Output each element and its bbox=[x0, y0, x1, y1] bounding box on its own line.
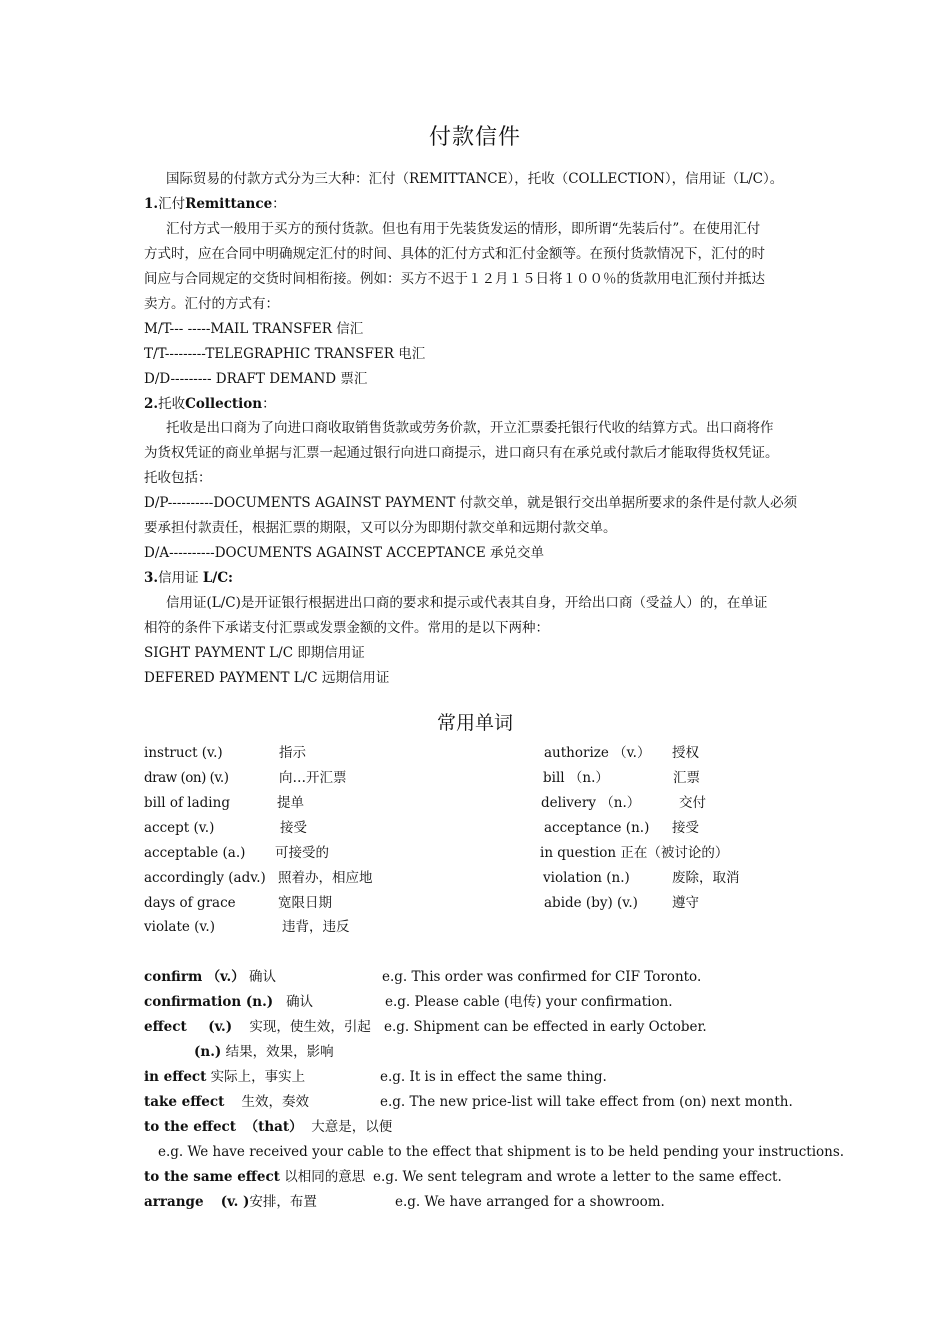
example-word: take effect bbox=[144, 1094, 225, 1110]
section-heading-collection bbox=[144, 392, 814, 417]
example-entry bbox=[144, 1168, 365, 1186]
example-meaning: 确认 bbox=[286, 994, 314, 1010]
vocab-meaning: 授权 bbox=[672, 745, 699, 761]
list-item: D/A----------DOCUMENTS AGAINST ACCEPTANCE 承兑交单 bbox=[144, 545, 544, 561]
example-entry bbox=[144, 1093, 309, 1111]
list-item: T/T---------TELEGRAPHIC TRANSFER 电汇 bbox=[144, 346, 426, 362]
example-word: in effect bbox=[144, 1069, 207, 1085]
vocab-word: accept (v.) bbox=[144, 820, 215, 836]
vocab-word: acceptable (a.) bbox=[144, 845, 246, 861]
example-entry bbox=[144, 968, 276, 986]
intro-paragraph: 国际贸易的付款方式分为三大种：汇付（REMITTANCE），托收（COLLECTION），信用证（L/C）。 bbox=[166, 171, 784, 187]
example-entry bbox=[194, 1043, 334, 1061]
vocab-word: in question 正在（被讨论的） bbox=[540, 845, 729, 861]
example-sentence: e.g. This order was confirmed for CIF Toronto. bbox=[382, 969, 702, 985]
example-entry bbox=[144, 1118, 392, 1136]
section-number: 3. bbox=[144, 570, 159, 586]
example-meaning: 结果，效果，影响 bbox=[225, 1044, 334, 1060]
paragraph-line: 相符的条件下承诺支付汇票或发票金额的文件。常用的是以下两种： bbox=[144, 620, 549, 636]
section-en: Collection bbox=[185, 396, 263, 412]
paragraph-line: 托收是出口商为了向进口商收取销售货款或劳务价款，开立汇票委托银行代收的结算方式。出口商将作 bbox=[166, 420, 774, 436]
vocab-word: days of grace bbox=[144, 895, 236, 911]
section-number: 1. bbox=[144, 196, 159, 212]
list-item: SIGHT PAYMENT L/C 即期信用证 bbox=[144, 645, 365, 661]
example-word: to the effect bbox=[144, 1119, 236, 1135]
example-meaning: 安排，布置 bbox=[249, 1194, 317, 1210]
example-sentence: e.g. We have arranged for a showroom. bbox=[395, 1194, 665, 1210]
vocab-meaning: 遵守 bbox=[672, 895, 699, 911]
example-pos: （that） bbox=[244, 1119, 303, 1135]
example-pos: （v.） bbox=[206, 969, 245, 985]
example-sentence: e.g. We sent telegram and wrote a letter to the same effect. bbox=[373, 1169, 782, 1185]
vocab-word: accordingly (adv.) bbox=[144, 870, 266, 886]
paragraph-line: 托收包括： bbox=[144, 470, 212, 486]
vocab-meaning: 宽限日期 bbox=[278, 895, 332, 911]
section-en: L/C: bbox=[202, 570, 234, 586]
list-item: DEFERED PAYMENT L/C 远期信用证 bbox=[144, 670, 390, 686]
vocab-word: draw (on) (v.) bbox=[144, 770, 229, 786]
vocab-meaning: 提单 bbox=[277, 795, 304, 811]
page-title: 付款信件 bbox=[428, 125, 521, 150]
example-sentence: e.g. Shipment can be effected in early October. bbox=[384, 1019, 707, 1035]
paragraph-line: 汇付方式一般用于买方的预付货款。但也有用于先装货发运的情形，即所谓“先装后付”。在使用汇付 bbox=[166, 221, 761, 237]
vocab-meaning: 指示 bbox=[279, 745, 306, 761]
section-zh: 汇付 bbox=[158, 196, 186, 212]
vocab-word: bill of lading bbox=[144, 795, 230, 811]
example-pos: (v. ) bbox=[220, 1194, 250, 1210]
section-heading-lc bbox=[144, 566, 814, 591]
vocab-meaning: 汇票 bbox=[673, 770, 700, 786]
vocab-word: bill （n.） bbox=[543, 770, 609, 786]
example-sentence: e.g. It is in effect the same thing. bbox=[380, 1069, 607, 1085]
section-en: Remittance bbox=[185, 196, 273, 212]
list-item: M/T--- -----MAIL TRANSFER 信汇 bbox=[144, 321, 364, 337]
vocab-word: abide (by) (v.) bbox=[544, 895, 638, 911]
paragraph-line: 要承担付款责任，根据汇票的期限，又可以分为即期付款交单和远期付款交单。 bbox=[144, 520, 617, 536]
vocab-meaning: 向…开汇票 bbox=[279, 770, 347, 786]
example-word: confirmation (n.) bbox=[144, 994, 274, 1010]
example-word: to the same effect bbox=[144, 1169, 280, 1185]
example-meaning: 大意是，以便 bbox=[311, 1119, 393, 1135]
example-sentence: e.g. Please cable (电传) your confirmation. bbox=[385, 994, 673, 1010]
example-meaning: 生效，奏效 bbox=[241, 1094, 310, 1110]
example-entry bbox=[144, 993, 313, 1011]
example-meaning: 实现，使生效，引起 bbox=[249, 1019, 371, 1035]
vocab-title: 常用单词 bbox=[436, 712, 513, 734]
vocab-meaning: 照着办，相应地 bbox=[278, 870, 373, 886]
vocab-word: instruct (v.) bbox=[144, 745, 223, 761]
vocab-word: violate (v.) bbox=[144, 919, 215, 935]
example-entry bbox=[144, 1193, 317, 1211]
section-colon: ： bbox=[262, 396, 276, 412]
vocab-meaning: 接受 bbox=[672, 820, 699, 836]
section-zh: 信用证 bbox=[158, 570, 199, 586]
section-heading-remittance bbox=[144, 192, 814, 217]
example-meaning: 以相同的意思 bbox=[284, 1169, 366, 1185]
example-sentence: e.g. The new price-list will take effect from (on) next month. bbox=[380, 1094, 793, 1110]
vocab-word: authorize （v.） bbox=[544, 745, 651, 761]
vocab-meaning: 接受 bbox=[280, 820, 307, 836]
example-meaning: 实际上，事实上 bbox=[210, 1069, 306, 1085]
vocab-word: violation (n.) bbox=[543, 870, 630, 886]
paragraph-line: 信用证(L/C)是开证银行根据进出口商的要求和提示或代表其自身，开给出口商（受益人）的，在单证 bbox=[166, 595, 768, 611]
paragraph-line: 为货权凭证的商业单据与汇票一起通过银行向进口商提示，进口商只有在承兑或付款后才能取得货权凭证。 bbox=[144, 445, 779, 461]
vocab-meaning: 交付 bbox=[679, 795, 706, 811]
paragraph-line: 卖方。汇付的方式有： bbox=[144, 296, 279, 312]
section-zh: 托收 bbox=[158, 396, 186, 412]
example-entry bbox=[144, 1018, 371, 1036]
paragraph-line: 间应与合同规定的交货时间相衔接。例如：买方不迟于１２月１５日将１００％的货款用电汇预付并抵达 bbox=[144, 271, 765, 287]
example-word: effect bbox=[144, 1019, 187, 1035]
example-pos: (v.) bbox=[208, 1019, 233, 1035]
paragraph-line: 方式时，应在合同中明确规定汇付的时间、具体的汇付方式和汇付金额等。在预付货款情况下，汇付的时 bbox=[144, 246, 765, 262]
example-word: arrange bbox=[144, 1194, 204, 1210]
vocab-meaning: 可接受的 bbox=[275, 845, 329, 861]
vocab-word: delivery （n.） bbox=[541, 795, 641, 811]
example-entry bbox=[144, 1068, 305, 1086]
section-number: 2. bbox=[144, 396, 159, 412]
vocab-word: acceptance (n.) bbox=[544, 820, 650, 836]
list-item: D/P----------DOCUMENTS AGAINST PAYMENT 付款交单，就是银行交出单据所要求的条件是付款人必须 bbox=[144, 495, 798, 511]
section-colon: ： bbox=[272, 196, 286, 212]
vocab-meaning: 违背，违反 bbox=[282, 919, 350, 935]
list-item: D/D--------- DRAFT DEMAND 票汇 bbox=[144, 371, 368, 387]
example-meaning: 确认 bbox=[249, 969, 277, 985]
example-sentence: e.g. We have received your cable to the effect that shipment is to be held pending your instructions. bbox=[158, 1144, 845, 1160]
example-word: confirm bbox=[144, 969, 203, 985]
example-pos: (n.) bbox=[194, 1044, 222, 1060]
vocab-meaning: 废除，取消 bbox=[672, 870, 740, 886]
